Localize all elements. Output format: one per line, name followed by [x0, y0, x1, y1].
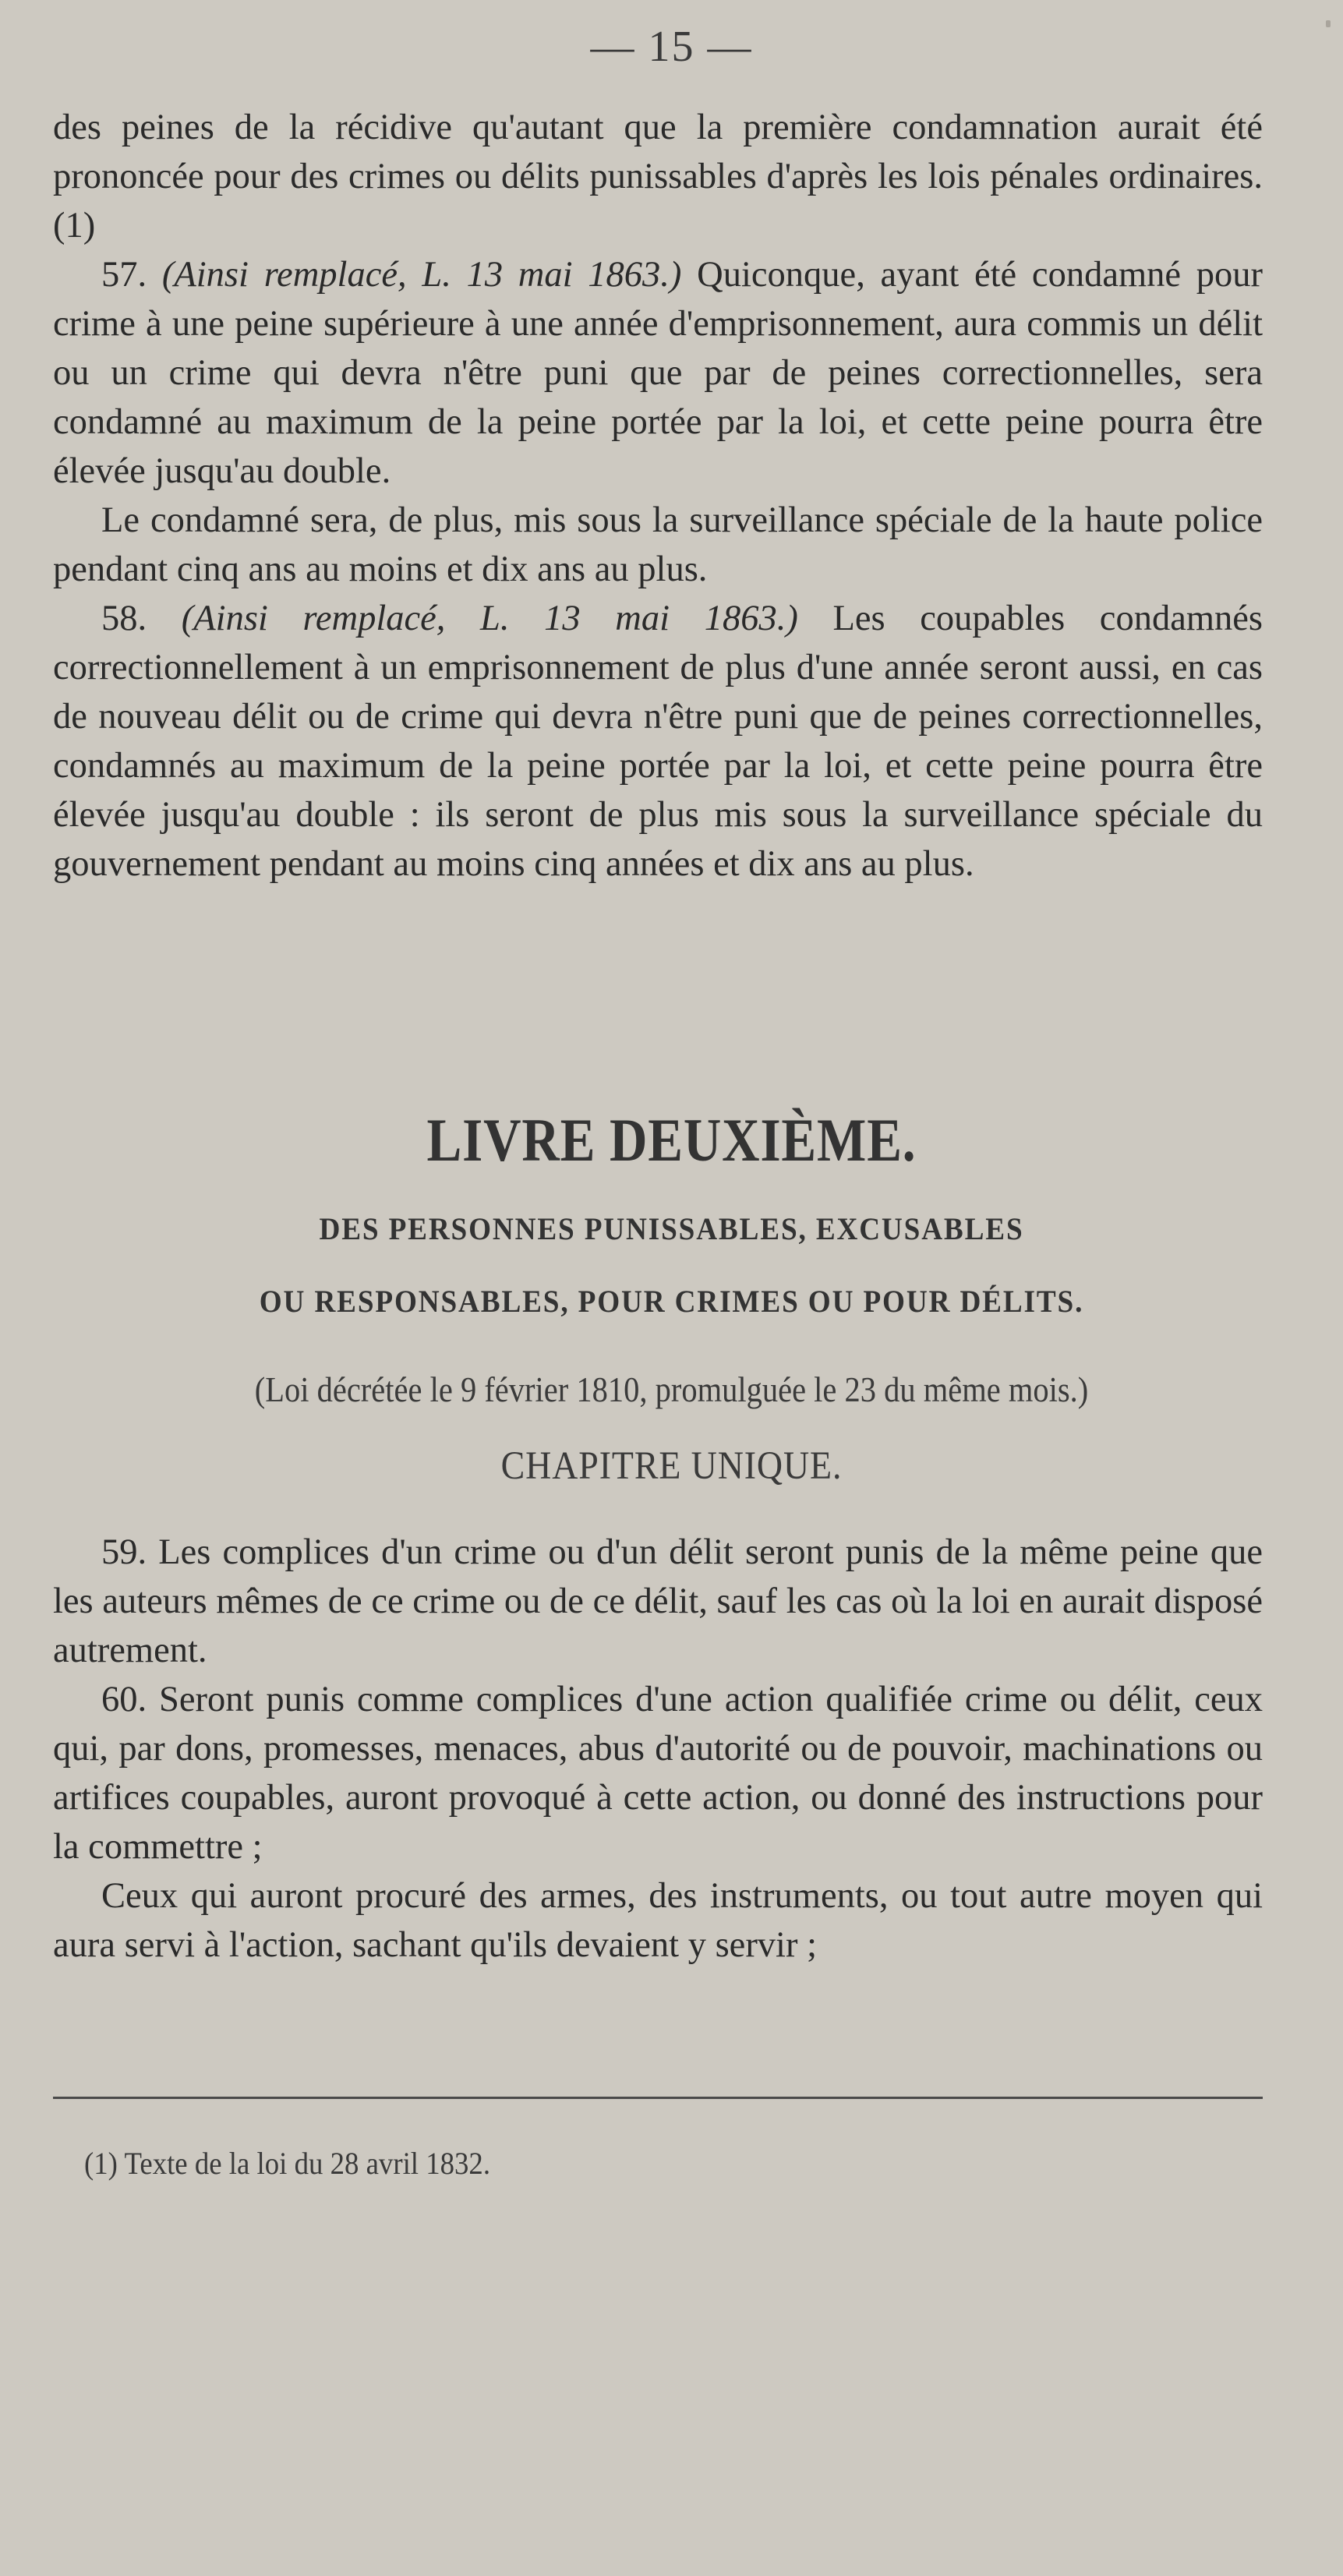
- article-number: 57.: [101, 255, 147, 295]
- amendment-note: (Ainsi remplacé, L. 13 mai 1863.): [161, 255, 682, 295]
- article-60: 60. Seront punis comme complices d'une action qualifiée crime ou délit, ceux qui, par dons, promesses, menaces, abus d'autorité ou de pouvoir, machinations ou artifices coupables, auront provoqué à cette action, ou donné des instructions pour la commettre ;: [53, 1680, 1263, 1867]
- footnote: (1) Texte de la loi du 28 avril 1832.: [84, 2146, 491, 2181]
- article-57: [53, 250, 1263, 496]
- article-57-paragraph-2: Le condamné sera, de plus, mis sous la surveillance spéciale de la haute police pendant cinq ans au moins et dix ans au plus.: [53, 500, 1263, 589]
- page-number: — 15 —: [590, 23, 753, 71]
- amendment-note: (Ainsi remplacé, L. 13 mai 1863.): [181, 599, 798, 638]
- article-body: Les coupables condamnés correctionnellement à un emprisonnement de plus d'une année seront aussi, en cas de nouveau délit ou de crime qui devra n'être puni que de peines correctionnelles, condamnés au maximum de la peine portée par la loi, et cette peine pourra être élevée jusqu'au double : ils seront de plus mis sous la surveillance spéciale du gouvernement pendant au moins cinq années et dix ans au plus.: [53, 599, 1263, 884]
- article-text-top: [53, 103, 1263, 889]
- footnote-divider: [53, 2097, 1263, 2099]
- article-58: [53, 594, 1263, 889]
- paragraph-continuation: des peines de la récidive qu'autant que la première condamnation aurait été prononcée pour des crimes ou délits punissables d'après les lois pénales ordinaires. (1): [53, 108, 1263, 246]
- article-body: Quiconque, ayant été condamné pour crime à une peine supérieure à une année d'emprisonnement, aura commis un délit ou un crime qui devra n'être puni que par de peines correctionnelles, sera condamné au maximum de la peine portée par la loi, et cette peine pourra être élevée jusqu'au double.: [53, 255, 1263, 491]
- article-text-bottom: [53, 1528, 1263, 1970]
- book-subtitle-line-2: OU RESPONSABLES, POUR CRIMES OU POUR DÉLITS.: [259, 1284, 1084, 1319]
- article-59: 59. Les complices d'un crime ou d'un délit seront punis de la même peine que les auteurs mêmes de ce crime ou de ce délit, sauf les cas où la loi en aurait disposé autrement.: [53, 1532, 1263, 1670]
- article-60-paragraph-2: Ceux qui auront procuré des armes, des instruments, ou tout autre moyen qui aura servi à l'action, sachant qu'ils devaient y servir ;: [53, 1876, 1263, 1965]
- decree-note: (Loi décrétée le 9 février 1810, promulguée le 23 du même mois.): [254, 1370, 1089, 1409]
- chapter-title: CHAPITRE UNIQUE.: [500, 1444, 843, 1488]
- book-title: LIVRE DEUXIÈME.: [426, 1106, 917, 1174]
- book-subtitle-line-1: DES PERSONNES PUNISSABLES, EXCUSABLES: [319, 1211, 1024, 1246]
- article-number: 58.: [101, 599, 147, 638]
